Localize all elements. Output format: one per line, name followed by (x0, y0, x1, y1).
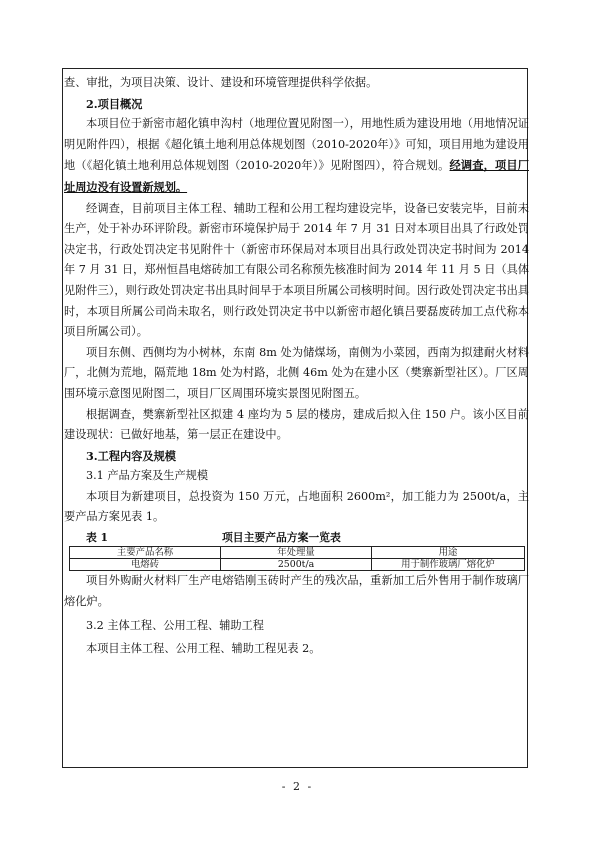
no-new-plan-statement: 经调查，项目厂址周边没有设置新规划。 (64, 158, 529, 194)
header-product-name: 主要产品名称 (70, 547, 221, 559)
page-number: - 2 - (281, 780, 314, 793)
table-1-caption (64, 530, 529, 546)
intro-tail-paragraph: 查、审批，为项目决策、设计、建设和环境管理提供科学依据。 (64, 76, 378, 89)
table-row (70, 559, 525, 571)
section-2-paragraph-3: 项目东侧、西侧均为小树林，东南 8m 处为储煤场，南侧为小菜园，西南为拟建耐火材料厂，北侧为荒地，隔荒地 18m 处为村路，北侧 46m 处为在建小区（樊寨新型社区）。厂区周围环境示意图见附图二，项目厂区周围环境实景图见附图五。 (64, 345, 529, 400)
section-2-paragraph-4: 根据调查，樊寨新型社区拟建 4 座均为 5 层的楼房，建成后拟入住 150 户。该小区目前建设现状：已做好地基，第一层正在建设中。 (64, 407, 529, 442)
section-2-paragraph-2: 经调查，目前项目主体工程、辅助工程和公用工程均建设完毕，设备已安装完毕，目前未生产，处于补办环评阶段。新密市环境保护局于 2014 年 7 月 31 日对本项目出具了行政处罚决定书，行政处罚决定书见附件十（新密市环保局对本项目出具行政处罚决定书时间为 2014 年 7 月 31 日，郑州恒昌电熔砖加工有限公司名称预先核准时间为 2014 年 11 月 5 日（具体见附件三），则行政处罚决定书出具时间早于本项目所属公司核明时间。因行政处罚决定书出具时，本项目所属公司尚未取名，则行政处罚决定书中以新密市超化镇吕要磊废砖加工点代称本项目所属公司）。 (64, 201, 529, 339)
section-3-heading: 3.工程内容及规模 (86, 448, 176, 463)
table-header-row (70, 547, 525, 559)
section-3-1-paragraph-1: 本项目为新建项目，总投资为 150 万元，占地面积 2600m²，加工能力为 2500t/a，主要产品方案见表 1。 (64, 489, 529, 524)
product-plan-table (69, 546, 525, 571)
section-2-heading: 2.项目概况 (86, 96, 143, 111)
section-3-1-paragraph-2: 项目外购耐火材料厂生产电熔锆刚玉砖时产生的残次品，重新加工后外售用于制作玻璃厂熔化炉。 (64, 574, 529, 608)
location-text: 本项目位于新密市超化镇申沟村（地理位置见附图一），用地性质为建设用地（用地情况证明见附件四），根据《超化镇土地利用总体规划图（2010-2020年）》可知，项目用地为建设用地（《超化镇土地利用总体规划图（2010-2020年）》见附图四），符合规划。 (64, 117, 529, 173)
section-3-1-heading: 3.1 产品方案及生产规模 (86, 469, 209, 483)
cell-annual-volume: 2500t/a (221, 559, 372, 571)
table-1-number: 表 1 (86, 531, 109, 545)
document-body (64, 73, 529, 659)
cell-usage: 用于制作玻璃厂熔化炉 (372, 559, 525, 571)
section-2-paragraph-1 (64, 114, 529, 198)
table-1-title: 项目主要产品方案一览表 (222, 531, 341, 545)
header-usage: 用途 (372, 547, 525, 559)
header-annual-volume: 年处理量 (221, 547, 372, 559)
section-3-2-paragraph-1: 本项目主体工程、公用工程、辅助工程见表 2。 (86, 641, 321, 655)
section-3-2-heading: 3.2 主体工程、公用工程、辅助工程 (86, 619, 264, 633)
cell-product-name: 电熔砖 (70, 559, 221, 571)
